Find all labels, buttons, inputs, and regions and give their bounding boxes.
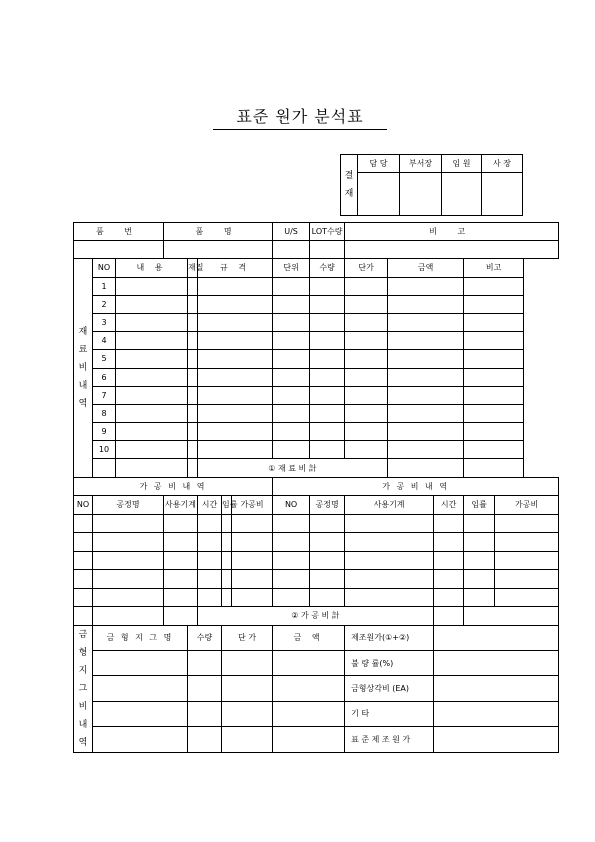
- signature-cell[interactable]: [482, 173, 523, 216]
- material-content-cell[interactable]: [116, 423, 188, 441]
- material-amount-cell[interactable]: [388, 423, 464, 441]
- proc-cell[interactable]: [434, 514, 464, 533]
- material-content-cell[interactable]: [116, 295, 188, 313]
- proc-cell[interactable]: [273, 570, 310, 589]
- material-amount-cell[interactable]: [388, 350, 464, 368]
- col-no: NO: [93, 259, 116, 277]
- proc-col-machine: 사용기계: [164, 496, 198, 515]
- proc-col-cost: 가공비: [232, 496, 273, 515]
- us-value[interactable]: [273, 241, 310, 259]
- material-content-cell[interactable]: [116, 368, 188, 386]
- col-material: 재질: [188, 259, 198, 277]
- mold-name-cell[interactable]: [93, 651, 188, 676]
- mold-price-cell[interactable]: [222, 676, 273, 701]
- material-spec-cell[interactable]: [198, 350, 273, 368]
- blank-cell[interactable]: [164, 607, 198, 626]
- proc-cell[interactable]: [464, 588, 495, 607]
- page-title: 표준 원가 분석표: [236, 107, 364, 126]
- processing-header-right: 가 공 비 내 역: [273, 477, 559, 496]
- mold-qty-cell[interactable]: [188, 701, 222, 726]
- processing-total-label: ② 가 공 비 計: [198, 607, 434, 626]
- proc-cell[interactable]: [434, 551, 464, 570]
- blank-cell[interactable]: [464, 459, 524, 477]
- part-no-header: 품 번: [74, 223, 164, 241]
- signature-cell[interactable]: [400, 173, 442, 216]
- material-type-cell[interactable]: [188, 332, 198, 350]
- proc-cell[interactable]: [464, 533, 495, 552]
- summary-label: 불 량 률(%): [345, 651, 434, 676]
- material-price-cell[interactable]: [345, 277, 388, 295]
- col-unit-price: 단가: [345, 259, 388, 277]
- material-content-cell[interactable]: [116, 313, 188, 331]
- material-type-cell[interactable]: [188, 423, 198, 441]
- material-content-cell[interactable]: [116, 350, 188, 368]
- part-no-value[interactable]: [74, 241, 164, 259]
- material-amount-cell[interactable]: [388, 277, 464, 295]
- proc-cell[interactable]: [495, 570, 559, 589]
- proc-cell[interactable]: [310, 588, 345, 607]
- material-row-no: 8: [93, 404, 116, 422]
- material-type-cell[interactable]: [188, 313, 198, 331]
- proc-cell[interactable]: [273, 588, 310, 607]
- blank-cell[interactable]: [93, 607, 164, 626]
- signature-cell[interactable]: [442, 173, 482, 216]
- material-remarks-cell[interactable]: [464, 423, 524, 441]
- blank-cell[interactable]: [116, 459, 188, 477]
- material-side-label: 재 료 비 내 역: [74, 259, 93, 477]
- material-remarks-cell[interactable]: [464, 277, 524, 295]
- proc-cell[interactable]: [222, 551, 232, 570]
- material-spec-cell[interactable]: [198, 313, 273, 331]
- material-price-cell[interactable]: [345, 404, 388, 422]
- mold-name-cell[interactable]: [93, 701, 188, 726]
- proc-cell[interactable]: [273, 514, 310, 533]
- mold-col-name: 금 형 지 그 명: [93, 625, 188, 650]
- material-row-no: 9: [93, 423, 116, 441]
- proc-cell[interactable]: [93, 570, 164, 589]
- material-remarks-cell[interactable]: [464, 368, 524, 386]
- material-spec-cell[interactable]: [198, 277, 273, 295]
- proc-col-no: NO: [74, 496, 93, 515]
- material-spec-cell[interactable]: [198, 441, 273, 459]
- material-qty-cell[interactable]: [310, 350, 345, 368]
- proc-cell[interactable]: [93, 533, 164, 552]
- proc-cell[interactable]: [222, 514, 232, 533]
- material-unit-cell[interactable]: [273, 277, 310, 295]
- proc-col-process: 공정명: [310, 496, 345, 515]
- signature-cell[interactable]: [358, 173, 400, 216]
- material-row-no: 1: [93, 277, 116, 295]
- material-type-cell[interactable]: [188, 386, 198, 404]
- proc-cell[interactable]: [164, 533, 198, 552]
- proc-cell[interactable]: [310, 533, 345, 552]
- col-amount: 금액: [388, 259, 464, 277]
- proc-cell[interactable]: [495, 514, 559, 533]
- mold-price-cell[interactable]: [222, 701, 273, 726]
- material-price-cell[interactable]: [345, 441, 388, 459]
- proc-cell[interactable]: [495, 588, 559, 607]
- proc-cell[interactable]: [495, 533, 559, 552]
- material-type-cell[interactable]: [188, 295, 198, 313]
- proc-col-machine: 사용기계: [345, 496, 434, 515]
- summary-value[interactable]: [434, 676, 559, 701]
- proc-cell[interactable]: [198, 514, 222, 533]
- proc-cell[interactable]: [232, 570, 273, 589]
- proc-cell[interactable]: [74, 551, 93, 570]
- proc-cell[interactable]: [222, 533, 232, 552]
- mold-amount-cell[interactable]: [273, 701, 345, 726]
- part-name-value[interactable]: [164, 241, 273, 259]
- material-row-no: 6: [93, 368, 116, 386]
- proc-cell[interactable]: [345, 570, 434, 589]
- proc-cell[interactable]: [434, 570, 464, 589]
- proc-cell[interactable]: [164, 551, 198, 570]
- material-row-no: 4: [93, 332, 116, 350]
- material-remarks-cell[interactable]: [464, 441, 524, 459]
- proc-cell[interactable]: [164, 570, 198, 589]
- material-spec-cell[interactable]: [198, 332, 273, 350]
- proc-col-process: 공정명: [93, 496, 164, 515]
- material-qty-cell[interactable]: [310, 295, 345, 313]
- material-row-no: 3: [93, 313, 116, 331]
- proc-cell[interactable]: [434, 533, 464, 552]
- material-type-cell[interactable]: [188, 368, 198, 386]
- proc-cell[interactable]: [93, 514, 164, 533]
- remarks-value[interactable]: [345, 241, 559, 259]
- material-qty-cell[interactable]: [310, 368, 345, 386]
- title-underline: [213, 129, 387, 130]
- proc-cell[interactable]: [273, 533, 310, 552]
- material-qty-cell[interactable]: [310, 441, 345, 459]
- us-header: U/S: [273, 223, 310, 241]
- mold-col-price: 단 가: [222, 625, 273, 650]
- material-row-no: 10: [93, 441, 116, 459]
- approval-role-executive: 임 원: [442, 155, 482, 173]
- material-remarks-cell[interactable]: [464, 295, 524, 313]
- mold-name-cell[interactable]: [93, 727, 188, 752]
- material-unit-cell[interactable]: [273, 404, 310, 422]
- material-content-cell[interactable]: [116, 441, 188, 459]
- material-unit-cell[interactable]: [273, 423, 310, 441]
- approval-role-staff: 담 당: [358, 155, 400, 173]
- cost-analysis-table: [73, 222, 559, 753]
- material-qty-cell[interactable]: [310, 332, 345, 350]
- blank-cell[interactable]: [464, 607, 559, 626]
- material-unit-cell[interactable]: [273, 441, 310, 459]
- material-content-cell[interactable]: [116, 386, 188, 404]
- material-spec-cell[interactable]: [198, 386, 273, 404]
- summary-label: 표 준 제 조 원 가: [345, 727, 434, 752]
- material-unit-cell[interactable]: [273, 313, 310, 331]
- proc-cell[interactable]: [345, 514, 434, 533]
- material-qty-cell[interactable]: [310, 313, 345, 331]
- mold-amount-cell[interactable]: [273, 651, 345, 676]
- material-content-cell[interactable]: [116, 404, 188, 422]
- proc-cell[interactable]: [222, 588, 232, 607]
- proc-cell[interactable]: [232, 588, 273, 607]
- material-row-no: 5: [93, 350, 116, 368]
- proc-cell[interactable]: [310, 551, 345, 570]
- material-price-cell[interactable]: [345, 313, 388, 331]
- material-qty-cell[interactable]: [310, 277, 345, 295]
- manufacturing-cost-label: 제조원가(①+②): [345, 625, 434, 650]
- proc-cell[interactable]: [164, 588, 198, 607]
- proc-cell[interactable]: [164, 514, 198, 533]
- proc-cell[interactable]: [495, 551, 559, 570]
- proc-cell[interactable]: [310, 570, 345, 589]
- approval-role-dept-head: 부서장: [400, 155, 442, 173]
- lot-qty-value[interactable]: [310, 241, 345, 259]
- proc-col-time: 시간: [434, 496, 464, 515]
- mold-price-cell[interactable]: [222, 727, 273, 752]
- mold-side-label: 금 형 지 그 비 내 역: [74, 625, 93, 752]
- proc-cell[interactable]: [74, 533, 93, 552]
- proc-col-time: 시간: [198, 496, 222, 515]
- material-price-cell[interactable]: [345, 386, 388, 404]
- proc-cell[interactable]: [93, 588, 164, 607]
- remarks-header: 비 고: [345, 223, 559, 241]
- material-price-cell[interactable]: [345, 332, 388, 350]
- proc-cell[interactable]: [74, 514, 93, 533]
- summary-value[interactable]: [434, 701, 559, 726]
- proc-cell[interactable]: [74, 570, 93, 589]
- material-unit-cell[interactable]: [273, 332, 310, 350]
- material-spec-cell[interactable]: [198, 368, 273, 386]
- proc-cell[interactable]: [232, 551, 273, 570]
- col-content: 내 용: [116, 259, 188, 277]
- material-amount-cell[interactable]: [388, 441, 464, 459]
- material-content-cell[interactable]: [116, 277, 188, 295]
- approval-role-president: 사 장: [482, 155, 523, 173]
- material-type-cell[interactable]: [188, 277, 198, 295]
- proc-cell[interactable]: [222, 570, 232, 589]
- material-amount-cell[interactable]: [388, 332, 464, 350]
- blank-cell[interactable]: [188, 459, 198, 477]
- material-price-cell[interactable]: [345, 350, 388, 368]
- proc-cell[interactable]: [93, 551, 164, 570]
- material-spec-cell[interactable]: [198, 423, 273, 441]
- material-remarks-cell[interactable]: [464, 350, 524, 368]
- material-amount-cell[interactable]: [388, 368, 464, 386]
- proc-cell[interactable]: [198, 533, 222, 552]
- material-remarks-cell[interactable]: [464, 313, 524, 331]
- proc-cell[interactable]: [74, 588, 93, 607]
- processing-total-value[interactable]: [434, 607, 464, 626]
- material-qty-cell[interactable]: [310, 423, 345, 441]
- material-type-cell[interactable]: [188, 350, 198, 368]
- material-unit-cell[interactable]: [273, 350, 310, 368]
- material-price-cell[interactable]: [345, 368, 388, 386]
- material-qty-cell[interactable]: [310, 404, 345, 422]
- material-amount-cell[interactable]: [388, 313, 464, 331]
- material-type-cell[interactable]: [188, 404, 198, 422]
- mold-col-qty: 수량: [188, 625, 222, 650]
- mold-amount-cell[interactable]: [273, 727, 345, 752]
- material-row-no: 2: [93, 295, 116, 313]
- material-qty-cell[interactable]: [310, 386, 345, 404]
- summary-value[interactable]: [434, 651, 559, 676]
- col-remarks: 비고: [464, 259, 524, 277]
- proc-cell[interactable]: [232, 533, 273, 552]
- material-remarks-cell[interactable]: [464, 404, 524, 422]
- mold-qty-cell[interactable]: [188, 651, 222, 676]
- proc-cell[interactable]: [345, 551, 434, 570]
- material-unit-cell[interactable]: [273, 295, 310, 313]
- processing-header-left: 가 공 비 내 역: [74, 477, 273, 496]
- proc-cell[interactable]: [198, 570, 222, 589]
- material-amount-cell[interactable]: [388, 295, 464, 313]
- proc-col-rate: 임률: [222, 496, 232, 515]
- proc-cell[interactable]: [434, 588, 464, 607]
- mold-price-cell[interactable]: [222, 651, 273, 676]
- material-unit-cell[interactable]: [273, 368, 310, 386]
- material-spec-cell[interactable]: [198, 404, 273, 422]
- proc-cell[interactable]: [464, 551, 495, 570]
- material-remarks-cell[interactable]: [464, 386, 524, 404]
- material-content-cell[interactable]: [116, 332, 188, 350]
- proc-cell[interactable]: [273, 551, 310, 570]
- material-price-cell[interactable]: [345, 295, 388, 313]
- proc-cell[interactable]: [198, 551, 222, 570]
- proc-cell[interactable]: [345, 533, 434, 552]
- mold-name-cell[interactable]: [93, 676, 188, 701]
- blank-cell[interactable]: [93, 459, 116, 477]
- approval-label: 결 재: [341, 155, 358, 216]
- proc-cell[interactable]: [464, 514, 495, 533]
- material-remarks-cell[interactable]: [464, 332, 524, 350]
- proc-col-no: NO: [273, 496, 310, 515]
- manufacturing-cost-value[interactable]: [434, 625, 559, 650]
- mold-col-amount: 금 액: [273, 625, 345, 650]
- mold-amount-cell[interactable]: [273, 676, 345, 701]
- mold-qty-cell[interactable]: [188, 676, 222, 701]
- material-spec-cell[interactable]: [198, 295, 273, 313]
- material-row-no: 7: [93, 386, 116, 404]
- col-spec: 규 격: [198, 259, 273, 277]
- blank-cell[interactable]: [74, 607, 93, 626]
- material-total-value[interactable]: [388, 459, 464, 477]
- proc-cell[interactable]: [198, 588, 222, 607]
- summary-label: 기 타: [345, 701, 434, 726]
- material-amount-cell[interactable]: [388, 386, 464, 404]
- material-type-cell[interactable]: [188, 441, 198, 459]
- proc-col-rate: 임률: [464, 496, 495, 515]
- approval-box: [340, 154, 523, 216]
- material-amount-cell[interactable]: [388, 404, 464, 422]
- mold-qty-cell[interactable]: [188, 727, 222, 752]
- part-name-header: 품 명: [164, 223, 273, 241]
- proc-cell[interactable]: [232, 514, 273, 533]
- summary-label: 금형상각비 (EA): [345, 676, 434, 701]
- summary-value[interactable]: [434, 727, 559, 752]
- material-price-cell[interactable]: [345, 423, 388, 441]
- proc-cell[interactable]: [464, 570, 495, 589]
- material-unit-cell[interactable]: [273, 386, 310, 404]
- proc-cell[interactable]: [345, 588, 434, 607]
- material-total-label: ① 재 료 비 計: [198, 459, 388, 477]
- lot-qty-header: LOT수량: [310, 223, 345, 241]
- col-unit: 단위: [273, 259, 310, 277]
- proc-cell[interactable]: [310, 514, 345, 533]
- proc-col-cost: 가공비: [495, 496, 559, 515]
- col-qty: 수량: [310, 259, 345, 277]
